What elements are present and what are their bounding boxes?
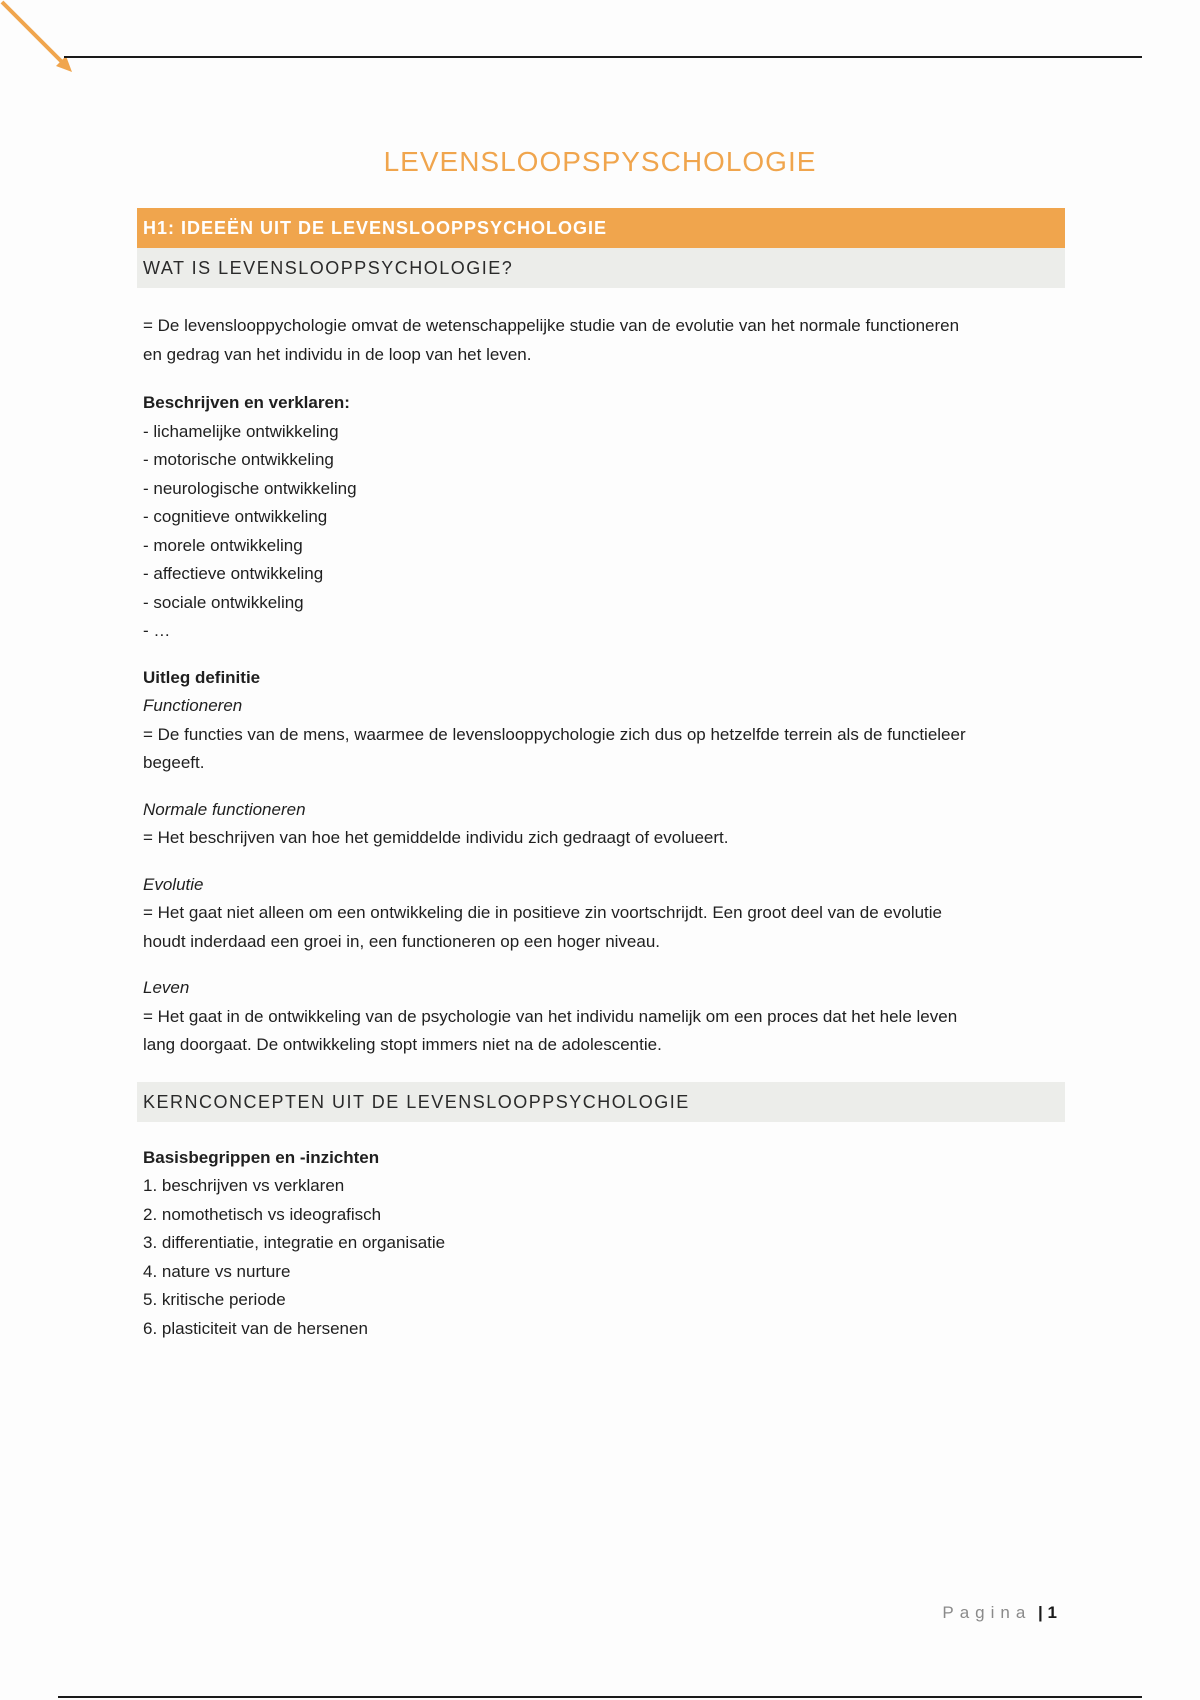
- page-number: 1: [1047, 1603, 1057, 1622]
- describe-heading: Beschrijven en verklaren:: [143, 393, 350, 412]
- definition-line: = De levenslooppychologie omvat de wetenschappelijke studie van de evolutie van het normale functioneren: [143, 316, 960, 335]
- list-item: 2. nomothetisch vs ideografisch: [143, 1204, 382, 1224]
- term-line: = De functies van de mens, waarmee de levenslooppychologie zich dus op hetzelfde terrein als de functieleer: [143, 724, 966, 744]
- list-item: - cognitieve ontwikkeling: [143, 507, 328, 526]
- term-line: = Het gaat niet alleen om een ontwikkeling die in positieve zin voortschrijdt. Een groot deel van de evolutie: [143, 903, 943, 922]
- list-item: 5. kritische periode: [143, 1290, 286, 1309]
- describe-list: [137, 389, 1065, 646]
- term-title: Normale functioneren: [143, 799, 306, 819]
- section-heading-wat-is: WAT IS LEVENSLOOPPSYCHOLOGIE?: [137, 248, 1065, 288]
- list-item: - neurologische ontwikkeling: [143, 478, 357, 498]
- footer-rule: [58, 1696, 1142, 1698]
- list-item: - sociale ontwikkeling: [143, 592, 304, 612]
- term-block: [137, 871, 1065, 957]
- definition-line: en gedrag van het individu in de loop van het leven.: [143, 344, 532, 364]
- term-line: begeeft.: [143, 753, 205, 772]
- term-line: lang doorgaat. De ontwikkeling stopt immers niet na de adolescentie.: [143, 1035, 662, 1054]
- section-heading-kernconcepten: KERNCONCEPTEN UIT DE LEVENSLOOPPSYCHOLOGIE: [137, 1082, 1065, 1122]
- list-item: - lichamelijke ontwikkeling: [143, 421, 339, 441]
- page-label: Pagina: [942, 1603, 1032, 1622]
- list-item: 1. beschrijven vs verklaren: [143, 1176, 345, 1195]
- term-line: = Het gaat in de ontwikkeling van de psychologie van het individu namelijk om een proces dat het hele leven: [143, 1006, 958, 1026]
- concepts-list: [137, 1144, 1065, 1344]
- term-title: Evolutie: [143, 874, 204, 894]
- term-title: Leven: [143, 978, 190, 997]
- term-block: [137, 974, 1065, 1060]
- definition-paragraph: [137, 312, 1065, 369]
- list-item: - affectieve ontwikkeling: [143, 564, 324, 583]
- list-item: - …: [143, 621, 171, 640]
- list-item: 4. nature vs nurture: [143, 1261, 291, 1281]
- explain-heading: Uitleg definitie: [143, 667, 261, 687]
- page-separator: |: [1038, 1603, 1043, 1622]
- term-line: houdt inderdaad een groei in, een functioneren op een hoger niveau.: [143, 931, 661, 951]
- list-item: 3. differentiatie, integratie en organisatie: [143, 1233, 446, 1252]
- list-item: - motorische ontwikkeling: [143, 450, 334, 469]
- term-line: = Het beschrijven van hoe het gemiddelde individu zich gedraagt of evolueert.: [143, 828, 729, 847]
- term-block: [137, 796, 1065, 853]
- list-item: - morele ontwikkeling: [143, 535, 303, 555]
- concepts-heading: Basisbegrippen en -inzichten: [143, 1147, 380, 1167]
- explain-block: [137, 664, 1065, 778]
- list-item: 6. plasticiteit van de hersenen: [143, 1318, 368, 1338]
- page-title: LEVENSLOOPSPYSCHOLOGIE: [383, 146, 817, 177]
- header-rule: [64, 56, 1142, 58]
- page-number-footer: [942, 1603, 1057, 1623]
- corner-arrow-icon: [0, 0, 80, 80]
- chapter-heading: H1: IDEEËN UIT DE LEVENSLOOPPSYCHOLOGIE: [137, 208, 1065, 248]
- document-body: [137, 208, 1065, 1343]
- term-title: Functioneren: [143, 696, 243, 715]
